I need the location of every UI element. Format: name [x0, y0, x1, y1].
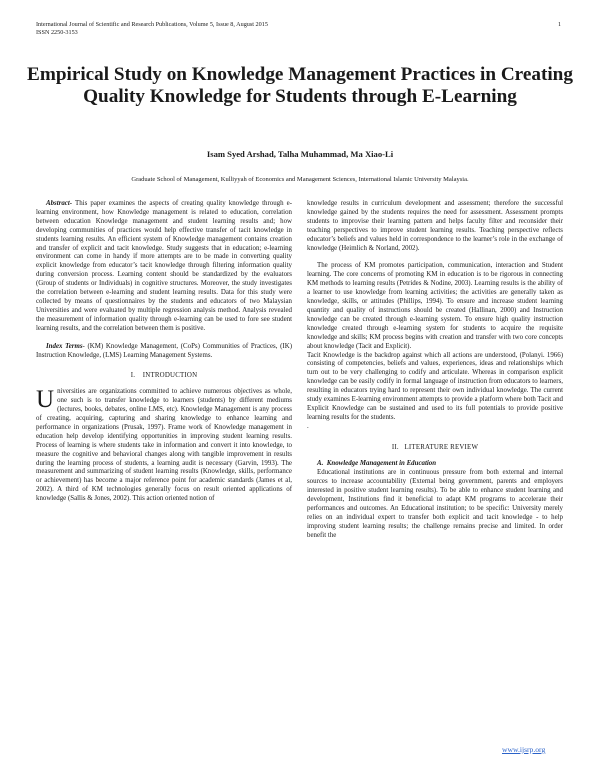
paper-affiliation: Graduate School of Management, Kulliyyah of Economics and Management Sciences, International Islamic University Malaysia.: [131, 176, 469, 183]
right-column: [307, 200, 563, 541]
paper-authors: Isam Syed Arshad, Talha Muhammad, Ma Xiao-Li: [206, 149, 394, 159]
km-education-subheading: A. Knowledge Management in Education: [317, 459, 437, 467]
journal-citation: International Journal of Scientific and Research Publications, Volume 5, Issue 8, August 2015: [36, 21, 268, 28]
abstract-text: This paper examines the aspects of creating quality knowledge through e-learning environment, how Knowledge management is related to education, correlation between education Knowledge management and student learning results and; how developing communities of practices would help effective transfer of tacit knowledge in students learning results. An efficient system of Knowledge management contains creation and transfer of explicit and tacit knowledge. Study suggests that in education; e-learning environment can come in handy if more attempts are to be made in converting quality explicit knowledge from educator’s tacit knowledge through filtering information quality during conversion process. Learning content should be standardized by the evaluators (Group of students or Individuals) in cognitive structures. Moreover, the study investigates the correlation between e-learning and student learning results. Data for this study were collected by means of questionnaires by the students and educators of two Malaysian Universities and were evaluated by multiple regression analysis method. Analysis revealed the measurement of information quality through e-learning can be used to fore see student learning results, and the correlation between them is positive.: [36, 200, 292, 332]
introduction-text: niversities are organizations committed to achieve numerous objectives as whole, one such is to transfer knowledge to learners (students) by different mediums (lectures, books, debates, online LMS, etc). Knowledge Management is any process of creating, acquiring, capturing and sharing knowledge to enhance learning and performance in organizations (Prusak, 1997). Frame work of Knowledge management in education help develop identifying opportunities in improving student learning results. Process of learning is where students take in information and convert it into knowledge, to measure the cognitive and behavioral changes along with tangible improvement in results during the learning process of students, a learning audit is necessary (Garvin, 1993). The measurement and summarizing of student learning results (Knowledge, skills, performance or achievement) has become a major reference point for academic standards (James et al, 2002). A third of KM technologies generally focus on result oriented applications of knowledge (Sallis & Jones, 2002). This action oriented notion of: [36, 388, 292, 503]
abstract-paragraph: [36, 200, 292, 334]
journal-issn: ISSN 2250-3153: [36, 29, 78, 37]
literature-review-heading: II. LITERATURE REVIEW: [391, 443, 479, 451]
index-terms-label: Index Terms: [46, 342, 83, 350]
introduction-heading: I. INTRODUCTION: [130, 372, 198, 380]
right-paragraph-4: Educational institutions are in continuous pressure from both external and internal sources to increase accountability (External being government, parents and employers interested in positive student learning results). To be able to enhance student learning and development, Institutions find it beneficial to adapt KM programs to accelerate their performances and outcomes. An Educational institution; to be specific: University merely relies on an individual expert to transfer both explicit and tacit knowledge - to help improving student learning results; the challenge remains precise and limited. In order benefit the: [307, 469, 563, 539]
index-terms-paragraph: [36, 343, 292, 361]
journal-header: [36, 21, 268, 38]
stray-dot: .: [307, 422, 309, 430]
journal-website-link[interactable]: www.ijsrp.org: [502, 745, 546, 754]
introduction-paragraph: [36, 388, 292, 504]
abstract-label: Abstract-: [46, 200, 73, 207]
left-column: [36, 200, 292, 504]
page-number: 1: [558, 21, 562, 28]
right-paragraph-3: Tacit Knowledge is the backdrop against which all actions are understood, (Polanyi. 1966) consisting of competencies, beliefs and values, experiences, ideas and relationships which turn out to be very challenging to codify and articulate. Whereas in comparison explicit knowledge can be easily codify in formal language of instruction from educators to learners, resulting in educators trying hard to represent their own individual knowledge. The current study examines E-learning environment attempts to provide a platform where both Tacit and Explicit Knowledge can be sustained and used to its full potentials to provide positive learning results for the students.: [307, 351, 563, 421]
introduction-dropcap: U: [36, 386, 55, 414]
index-terms-text: - (KM) Knowledge Management, (CoPs) Communities of Practices, (IK) Instruction Knowledge, (LMS) Learning Management Systems.: [36, 342, 292, 359]
right-paragraph-2: The process of KM promotes participation, communication, interaction and Student learning. The core concerns of promoting KM in education is to be rigorous in connecting KM methods to learning results (Petrides & Nodine, 2003). Learning results is the ability of a learner to use knowledge from learning activities; the activities are generally taken as knowledge, skills, or attitudes (Phillips, 1994). To ensure and increase student learning quantity and quality of instructions should be created (Hallinan, 2000) and Instruction knowledge can be created through e-learning system. To ensure high quality instruction knowledge created through e-learning system for students to acquire the requisite knowledge and skills; KM process begins with creation and transfer with two core concepts about knowledge (Tacit and Explicit).: [307, 262, 563, 350]
paper-title: Empirical Study on Knowledge Management Practices in Creating Quality Knowledge for Students through E-Learning: [27, 64, 573, 108]
right-paragraph-1: knowledge results in curriculum development and assessment; therefore the successful knowledge gained by the students requires the need for assessment. Assessment prompts students to improvise their learning pattern and helps faculty filter and reconsider their teaching perspectives to improve student learning results. Teaching perspective reflects educator’s beliefs and values held in correspondence to the learner’s role in the exchange of knowledge (Heimlich & Norland, 2002).: [307, 200, 563, 252]
